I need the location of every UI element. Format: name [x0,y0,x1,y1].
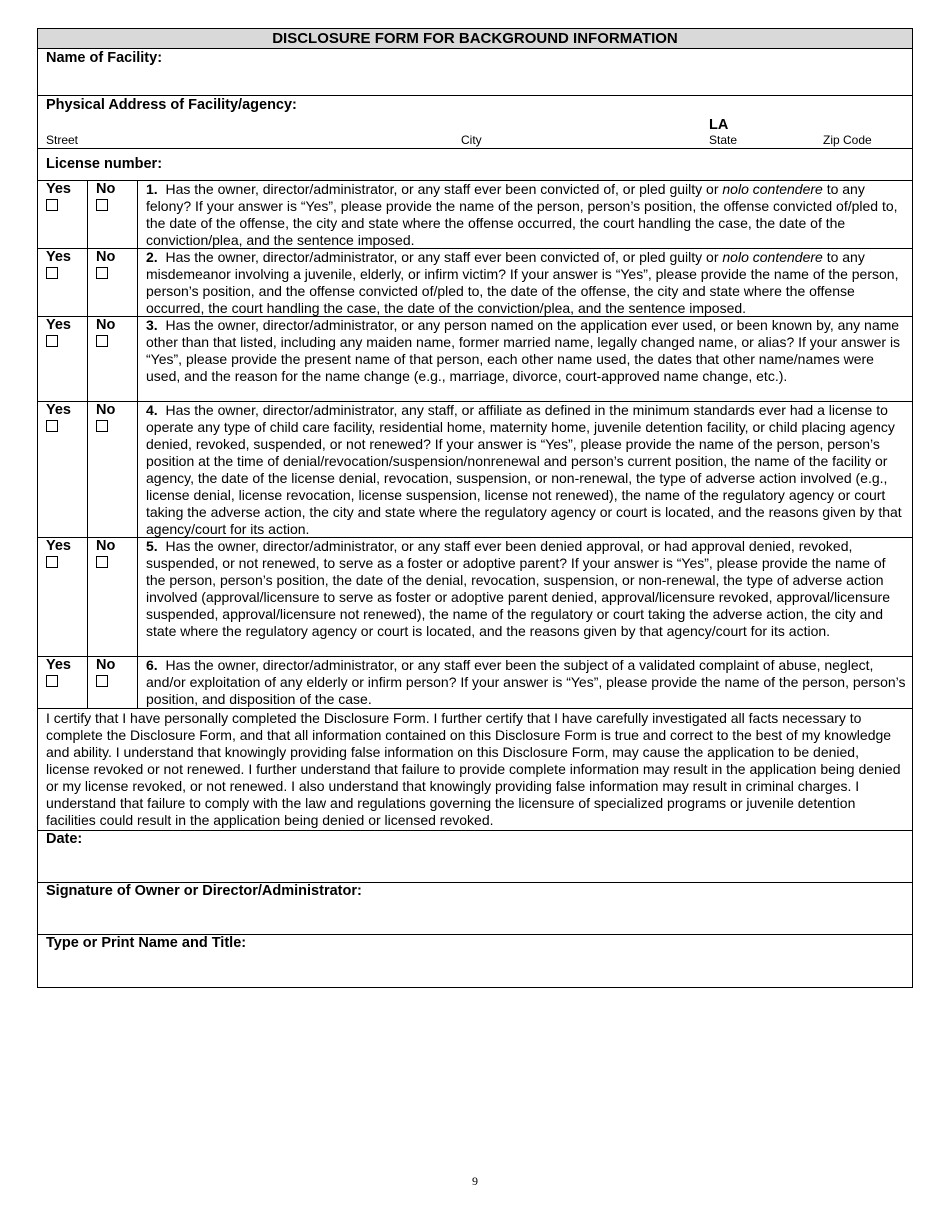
question-text: 6. Has the owner, director/administrator, or any staff ever been the subject of a validated complaint of abuse, neglect, and/or exploitation of any elderly or infirm person? If your answer is “Yes”, please provide the name of the person, person’s position, and disposition of the case. [146,657,906,707]
no-checkbox[interactable] [96,675,108,687]
yes-checkbox[interactable] [46,335,58,347]
no-label: No [96,181,116,197]
form-title: DISCLOSURE FORM FOR BACKGROUND INFORMATION [38,29,912,49]
question-number: 5. [146,538,158,554]
no-label: No [96,657,116,673]
date-label: Date: [46,831,83,847]
no-column [88,402,138,537]
yes-label: Yes [46,317,71,333]
no-column [88,249,138,316]
yes-label: Yes [46,181,71,197]
yes-column [38,538,88,656]
question-text: 3. Has the owner, director/administrator, or any person named on the application ever used, or been known by, any name other than that listed, including any maiden name, former married name, legally changed name, or alias? If your answer is “Yes”, please provide the present name of that person, each other name used, the dates that other name/names were used, and the reason for the name change (e.g., marriage, divorce, court-approved name change, etc.). [146,317,901,384]
yes-checkbox[interactable] [46,420,58,432]
disclosure-form [37,28,913,988]
question-number: 4. [146,402,158,418]
no-column [88,181,138,248]
no-column [88,317,138,401]
question-row [38,317,912,402]
questions-list [38,181,912,709]
yes-checkbox[interactable] [46,556,58,568]
yes-label: Yes [46,657,71,673]
yes-checkbox[interactable] [46,675,58,687]
address-label: Physical Address of Facility/agency: [46,97,297,113]
yes-column [38,402,88,537]
question-text: 2. Has the owner, director/administrator, or any staff ever been convicted of, or pled guilty or nolo contendere to any misdemeanor involving a juvenile, elderly, or infirm victim? If your answer is “Yes”, please provide the name of the person, person’s position, and the offense convicted of/pled to, the date of the offense, the city and state where the offense occurred, the court handling the case, the date of the conviction/plea, and the sentence imposed. [146,249,899,316]
facility-address-field[interactable] [38,96,912,149]
signature-label: Signature of Owner or Director/Administrator: [46,883,362,899]
zip-code-label: Zip Code [823,133,872,147]
license-number-field[interactable] [38,149,912,181]
no-column [88,657,138,708]
yes-label: Yes [46,538,71,554]
yes-column [38,181,88,248]
no-label: No [96,402,116,418]
yes-column [38,317,88,401]
city-label: City [461,133,482,147]
yes-label: Yes [46,402,71,418]
facility-name-field[interactable] [38,49,912,96]
question-row [38,657,912,709]
question-row [38,249,912,317]
no-checkbox[interactable] [96,420,108,432]
certification-statement: I certify that I have personally completed the Disclosure Form. I further certify that I have carefully investigated all facts necessary to complete the Disclosure Form, and that all information contained on this Disclosure Form is true and correct to the best of my knowledge and ability. I understand that knowingly providing false information on this Disclosure Form, may cause the application to be denied, license revoked or not renewed. I further understand that failure to provide complete information may result in the application being denied or my license revoked, or not renewed. I also understand that knowingly providing false information may result in criminal charges. I understand that failure to comply with the law and regulations governing the licensure of specialized programs or juvenile detention facilities could result in the application being denied or licensed revoked. [38,709,912,831]
no-label: No [96,538,116,554]
question-text: 5. Has the owner, director/administrator, or any staff ever been denied approval, or had approval denied, revoked, suspended, or not renewed, to serve as a foster or adoptive parent? If your answer is “Yes”, please provide the name of the person, person’s position, the date of the denial, revocation, suspension, or non-renewal, the type of adverse action involved (approval/licensure to serve as foster or adoptive parent denied, approval/licensure revoked, approval/licensure suspended, approval/licensure not renewed), the name of the regulatory or court taking the adverse action, the city and state where the regulatory agency or court is located, and the reasons given by that agency/court for its action. [146,538,890,639]
no-checkbox[interactable] [96,199,108,211]
signature-field[interactable] [38,883,912,935]
date-field[interactable] [38,831,912,883]
no-label: No [96,317,116,333]
question-text: 1. Has the owner, director/administrator, or any staff ever been convicted of, or pled guilty or nolo contendere to any felony? If your answer is “Yes”, please provide the name of the person, person’s position, the offense convicted of/pled to, the date of the offense, the city and state where the offense occurred, the court handling the case, the date of the conviction/plea, and the sentence imposed. [146,181,898,248]
yes-label: Yes [46,249,71,265]
question-number: 6. [146,657,158,673]
yes-column [38,249,88,316]
question-row [38,181,912,249]
question-number: 3. [146,317,158,333]
state-value: LA [709,117,729,133]
question-text: 4. Has the owner, director/administrator, any staff, or affiliate as defined in the minimum standards ever had a license to operate any type of child care facility, residential home, maternity home, juvenile detention facility, or child placing agency denied, revoked, suspended, or not renewed? If your answer is “Yes”, please provide the name of the person, person’s position at the time of denial/revocation/suspension/nonrenewal and person’s current position, the name of the facility or agency, the date of the license denial, revocation, suspension, or non-renewal, the type of adverse action involved (e.g., license denial, license revocation, license suspension, license not renewed), the name of the regulatory agency or court taking the adverse action, the city and state where the regulatory agency or court is located, and the reasons given by that agency/court for its action. [146,402,902,537]
yes-column [38,657,88,708]
question-row [38,402,912,538]
print-name-label: Type or Print Name and Title: [46,935,247,951]
yes-checkbox[interactable] [46,199,58,211]
license-number-label: License number: [46,156,163,172]
question-row [38,538,912,657]
no-label: No [96,249,116,265]
no-column [88,538,138,656]
question-number: 2. [146,249,158,265]
no-checkbox[interactable] [96,267,108,279]
no-checkbox[interactable] [96,556,108,568]
question-number: 1. [146,181,158,197]
street-label: Street [46,133,79,147]
facility-name-label: Name of Facility: [46,50,163,66]
no-checkbox[interactable] [96,335,108,347]
page-number: 9 [472,1174,478,1188]
state-label: State [709,133,738,147]
print-name-title-field[interactable] [38,935,912,987]
yes-checkbox[interactable] [46,267,58,279]
